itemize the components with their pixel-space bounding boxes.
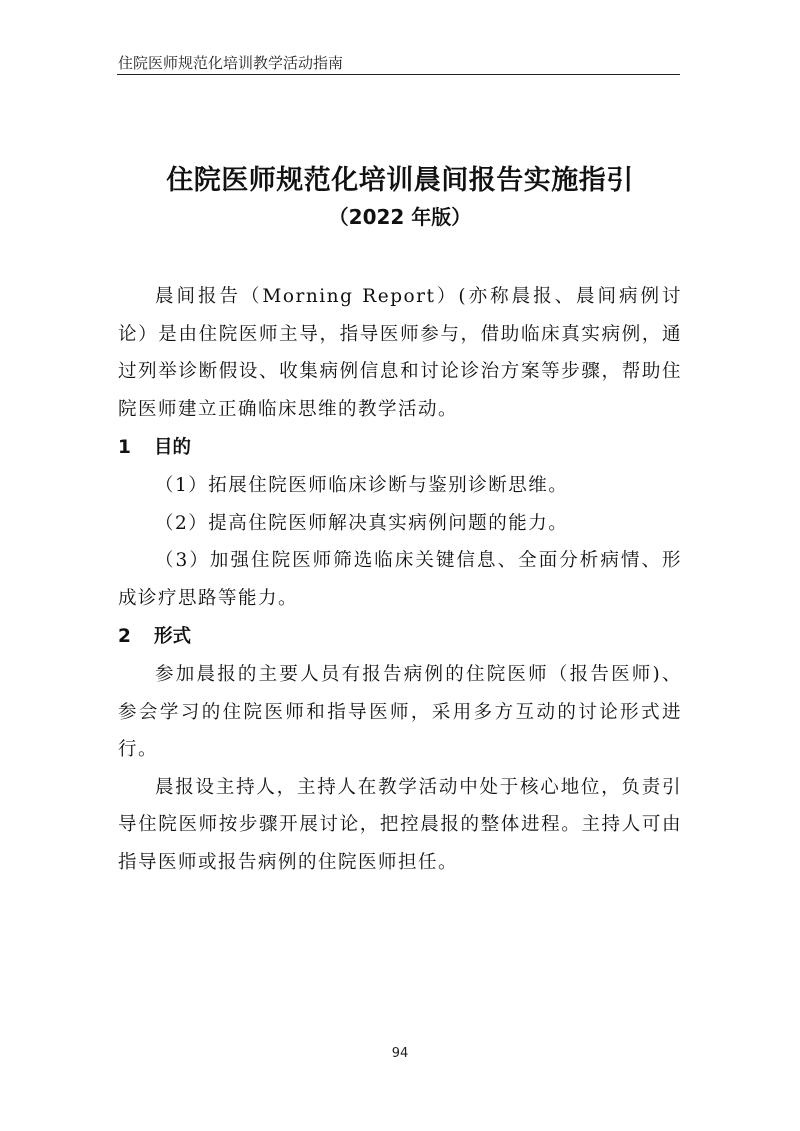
section-heading-purpose	[118, 428, 682, 467]
document-body	[118, 278, 682, 881]
section-number: 1	[118, 437, 131, 458]
document-subtitle: （2022 年版）	[328, 205, 472, 229]
section-number: 2	[118, 626, 131, 647]
section-title: 形式	[154, 626, 192, 647]
running-header-title: 住院医师规范化培训教学活动指南	[118, 54, 344, 72]
purpose-item-3: （3）加强住院医师筛选临床关键信息、全面分析病情、形成诊疗思路等能力。	[118, 550, 682, 609]
header-rule	[117, 74, 680, 75]
intro-paragraph: 晨间报告（Morning Report）(亦称晨报、晨间病例讨论）是由住院医师主导，指导医师参与，借助临床真实病例，通过列举诊断假设、收集病例信息和讨论诊治方案等步骤，帮助住院医师建立正确临床思维的教学活动。	[118, 286, 682, 420]
purpose-item-1: （1）拓展住院医师临床诊断与鉴别诊断思维。	[155, 475, 569, 496]
purpose-item-2: （2）提高住院医师解决真实病例问题的能力。	[155, 512, 569, 534]
format-paragraph-1: 参加晨报的主要人员有报告病例的住院医师（报告医师)、参会学习的住院医师和指导医师，采用多方互动的讨论形式进行。	[118, 664, 682, 760]
page-number: 94	[391, 1046, 409, 1061]
section-title: 目的	[154, 437, 192, 458]
section-heading-format	[118, 617, 682, 656]
format-paragraph-2: 晨报设主持人，主持人在教学活动中处于核心地位，负责引导住院医师按步骤开展讨论，把控晨报的整体进程。主持人可由指导医师或报告病例的住院医师担任。	[118, 776, 682, 873]
document-title: 住院医师规范化培训晨间报告实施指引	[166, 165, 634, 196]
